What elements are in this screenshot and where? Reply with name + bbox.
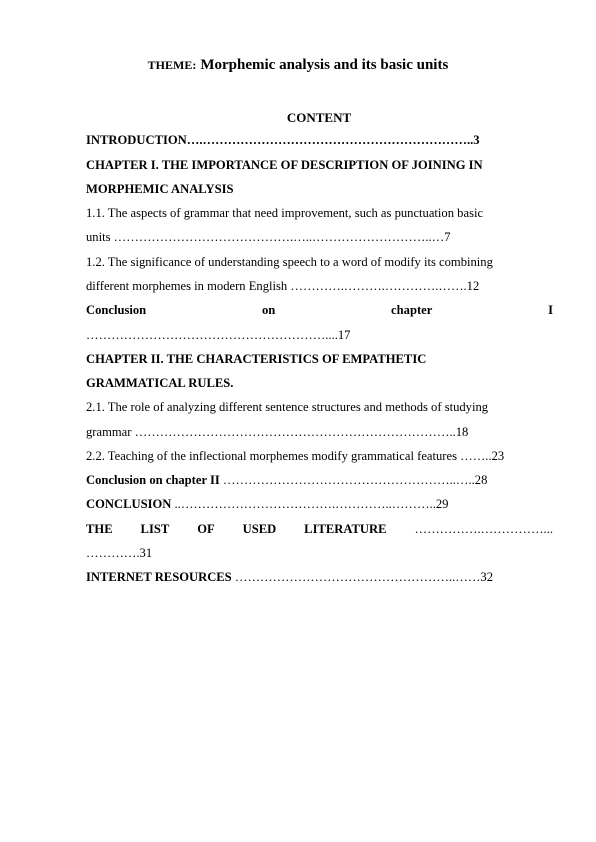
toc-word: THE <box>86 522 113 536</box>
toc-literature-line1 <box>86 522 553 537</box>
toc-word: LIST <box>140 522 170 536</box>
toc-chapter1-title-line1: CHAPTER I. THE IMPORTANCE OF DESCRIPTION OF JOINING IN <box>86 158 483 172</box>
toc-conclusion-chapter1-line1 <box>86 303 553 318</box>
content-heading: CONTENT <box>286 110 352 125</box>
toc-section-2-2: 2.2. Teaching of the inflectional morphemes modify grammatical features ……..23 <box>86 449 505 463</box>
theme-label: THEME: <box>147 58 197 72</box>
toc-section-1-2-line2: different morphemes in modern English ………….……….………….…….12 <box>86 279 480 293</box>
toc-conclusion-chapter2 <box>86 473 553 488</box>
toc-chapter2-title-line2: GRAMMATICAL RULES. <box>86 376 234 390</box>
toc-conclusion-leader: ..……………………………….…………..………..29 <box>171 497 449 511</box>
toc-conclusion-chapter2-leader: ………………………………………………..…..28 <box>219 473 488 487</box>
toc-word: I <box>548 303 553 317</box>
toc-section-2-1-line1: 2.1. The role of analyzing different sentence structures and methods of studying <box>86 400 489 414</box>
toc-internet-resources-leader: ……………………………………………..……32 <box>231 570 494 584</box>
toc-chapter2-title-line1: CHAPTER II. THE CHARACTERISTICS OF EMPATHETIC <box>86 352 427 366</box>
theme-heading <box>0 56 596 74</box>
toc-word: on <box>261 303 276 317</box>
toc-word: chapter <box>391 303 433 317</box>
theme-title: Morphemic analysis and its basic units <box>200 57 449 73</box>
toc-conclusion-label: CONCLUSION <box>86 497 172 511</box>
toc-conclusion-chapter1-line2: …………………………………………………....17 <box>86 328 351 342</box>
toc-word: Conclusion <box>86 303 147 317</box>
toc-introduction: INTRODUCTION….………………………………………………………..3 <box>86 133 480 147</box>
toc-word: USED <box>242 522 277 536</box>
toc-section-1-1-line1: 1.1. The aspects of grammar that need improvement, such as punctuation basic <box>86 206 484 220</box>
toc-conclusion <box>86 497 553 512</box>
toc-internet-resources <box>86 570 553 585</box>
toc-section-1-1-line2: units …………………………………….…..………………………..…7 <box>86 230 451 244</box>
toc-literature-line2: ………….31 <box>86 546 153 560</box>
toc-chapter1-title-line2: MORPHEMIC ANALYSIS <box>86 182 234 196</box>
toc-section-2-1-line2: grammar …………………………………………………………………..18 <box>86 425 469 439</box>
toc-conclusion-chapter2-label: Conclusion on chapter II <box>86 473 220 487</box>
toc-leader: …………….……………... <box>414 522 553 536</box>
toc-word: OF <box>197 522 215 536</box>
toc-internet-resources-label: INTERNET RESOURCES <box>86 570 232 584</box>
toc-word: LITERATURE <box>304 522 387 536</box>
toc-section-1-2-line1: 1.2. The significance of understanding speech to a word of modify its combining <box>86 255 493 269</box>
